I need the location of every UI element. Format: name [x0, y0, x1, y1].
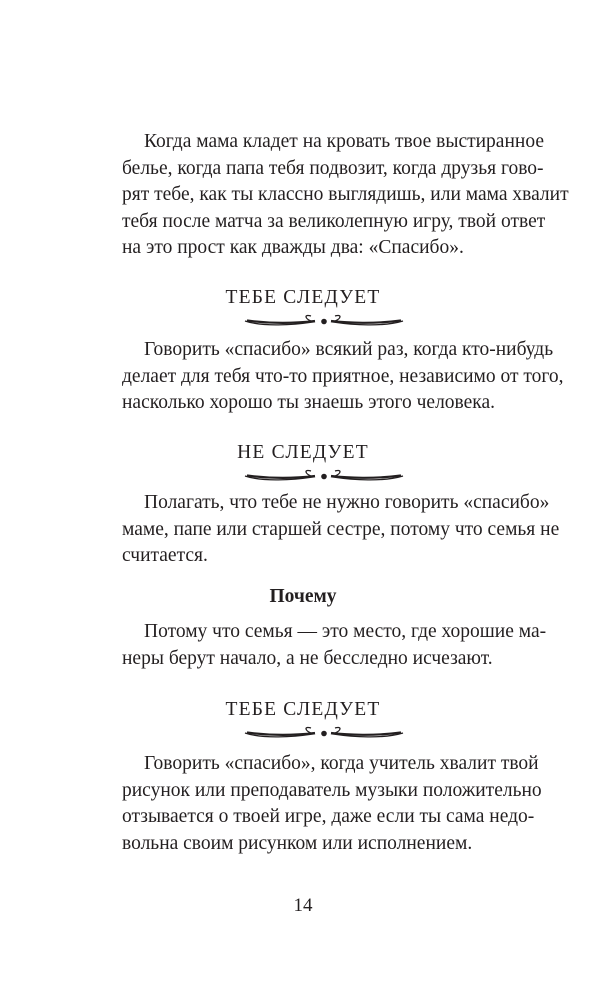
section-heading-dont: НЕ СЛЕДУЕТ	[237, 442, 369, 463]
section-heading-do: ТЕБЕ СЛЕДУЕТ	[225, 287, 381, 308]
text-line: Говорить «спасибо», когда учитель хвалит твой	[144, 753, 539, 774]
text-line: рисунок или преподаватель музыки положительно	[122, 779, 542, 801]
flourish-divider-icon	[243, 724, 405, 742]
flourish-divider-icon	[243, 467, 405, 485]
text-line: Говорить «спасибо» всякий раз, когда кто-нибудь	[144, 339, 554, 360]
intro-paragraph	[122, 129, 569, 262]
section-do-paragraph	[122, 337, 564, 417]
text-line: неры берут начало, а не бесследно исчезают.	[122, 647, 493, 669]
text-line: Полагать, что тебе не нужно говорить «спасибо»	[144, 492, 550, 513]
flourish-divider-icon	[243, 312, 405, 330]
why-heading: Почему	[269, 586, 337, 607]
text-line: считается.	[122, 545, 208, 566]
text-line: делает для тебя что-то приятное, независимо от того,	[122, 365, 564, 387]
text-line: отзывается о твоей игре, даже если ты сама недо-	[122, 806, 535, 827]
text-line: рят тебе, как ты классно выглядишь, или мама хвалит	[122, 184, 569, 205]
text-line: Потому что семья — это место, где хорошие ма-	[144, 621, 547, 642]
text-line: Когда мама кладет на кровать твое выстиранное	[144, 131, 544, 152]
text-line: белье, когда папа тебя подвозит, когда друзья гово-	[122, 157, 544, 179]
text-line: на это прост как дважды два: «Спасибо».	[122, 237, 464, 258]
text-line: насколько хорошо ты знаешь этого человека.	[122, 392, 496, 413]
section-heading-do-2: ТЕБЕ СЛЕДУЕТ	[225, 699, 381, 720]
text-line: тебя после матча за великолепную игру, твой ответ	[122, 210, 546, 232]
text-line: вольна своим рисунком или исполнением.	[122, 832, 473, 854]
page-number: 14	[293, 895, 313, 916]
text-line: маме, папе или старшей сестре, потому что семья не	[122, 518, 560, 540]
section-dont-paragraph	[122, 490, 560, 570]
why-paragraph	[122, 619, 547, 672]
section-do-2-paragraph	[122, 751, 542, 857]
